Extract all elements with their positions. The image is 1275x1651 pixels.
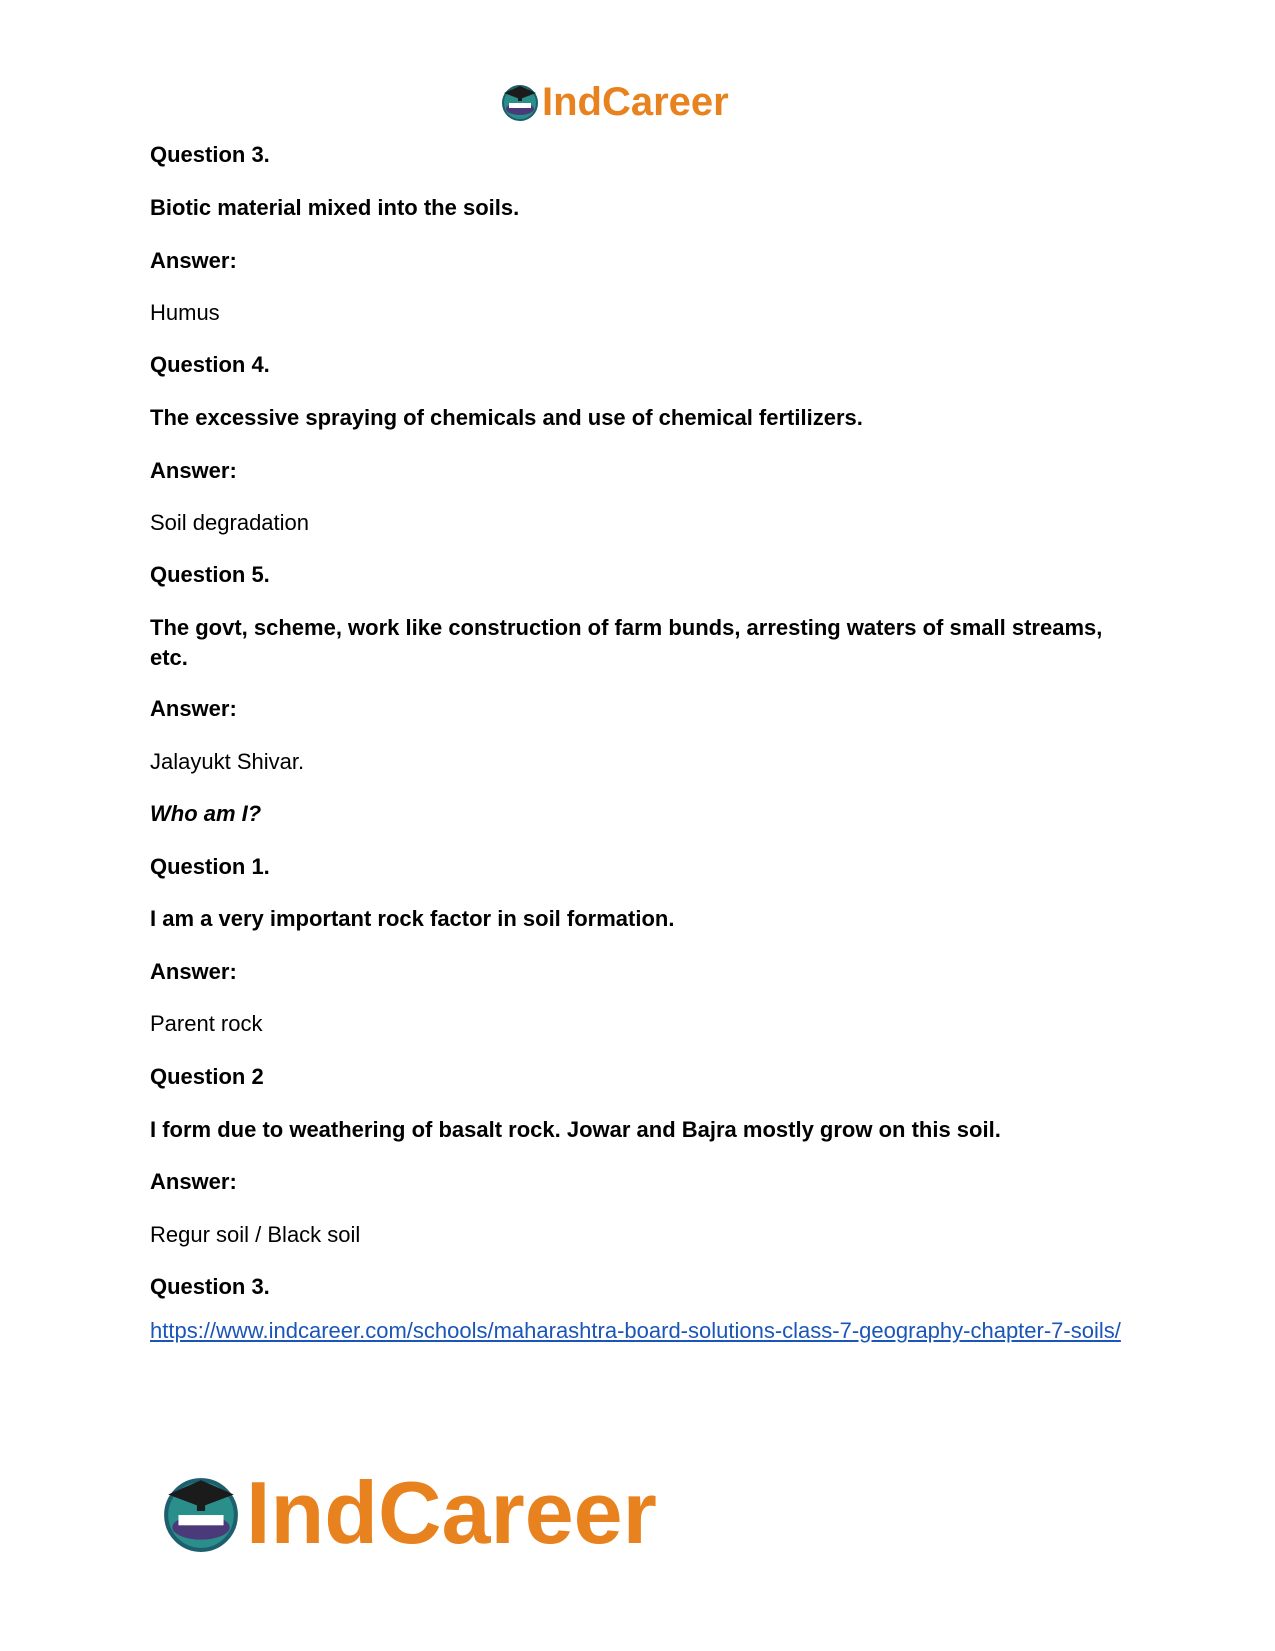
question-heading: Question 4. — [150, 352, 270, 377]
question-heading: Question 3. — [150, 1274, 270, 1299]
answer-text: Regur soil / Black soil — [150, 1222, 361, 1247]
section-heading: Who am I? — [150, 801, 262, 826]
question-heading: Question 1. — [150, 854, 270, 879]
answer-label: Answer: — [150, 1169, 237, 1194]
source-link[interactable]: https://www.indcareer.com/schools/maharashtra-board-solutions-class-7-geography-chapter-7-soils/ — [150, 1318, 1121, 1343]
header-logo-text: IndCareer — [542, 79, 729, 124]
answer-label: Answer: — [150, 458, 237, 483]
question-text: Biotic material mixed into the soils. — [150, 195, 520, 220]
question-heading: Question 2 — [150, 1064, 264, 1089]
answer-text: Humus — [150, 300, 220, 325]
answer-label: Answer: — [150, 248, 237, 273]
footer-logo — [160, 1463, 657, 1562]
answer-label: Answer: — [150, 959, 237, 984]
footer-logo-text: IndCareer — [246, 1463, 657, 1562]
logo-mark-icon — [500, 82, 540, 122]
answer-label: Answer: — [150, 696, 237, 721]
logo-mark-icon — [160, 1472, 242, 1554]
answer-text: Soil degradation — [150, 510, 310, 535]
answer-text: Parent rock — [150, 1011, 263, 1036]
question-heading: Question 5. — [150, 562, 270, 587]
question-heading: Question 3. — [150, 142, 270, 167]
question-text: The govt, scheme, work like construction of farm bunds, arresting waters of small streams, etc. — [150, 615, 1103, 670]
header-logo — [500, 78, 729, 126]
answer-text: Jalayukt Shivar. — [150, 749, 305, 774]
question-text: I form due to weathering of basalt rock. Jowar and Bajra mostly grow on this soil. — [150, 1117, 1001, 1142]
question-text: The excessive spraying of chemicals and use of chemical fertilizers. — [150, 405, 863, 430]
question-text: I am a very important rock factor in soil formation. — [150, 906, 675, 931]
